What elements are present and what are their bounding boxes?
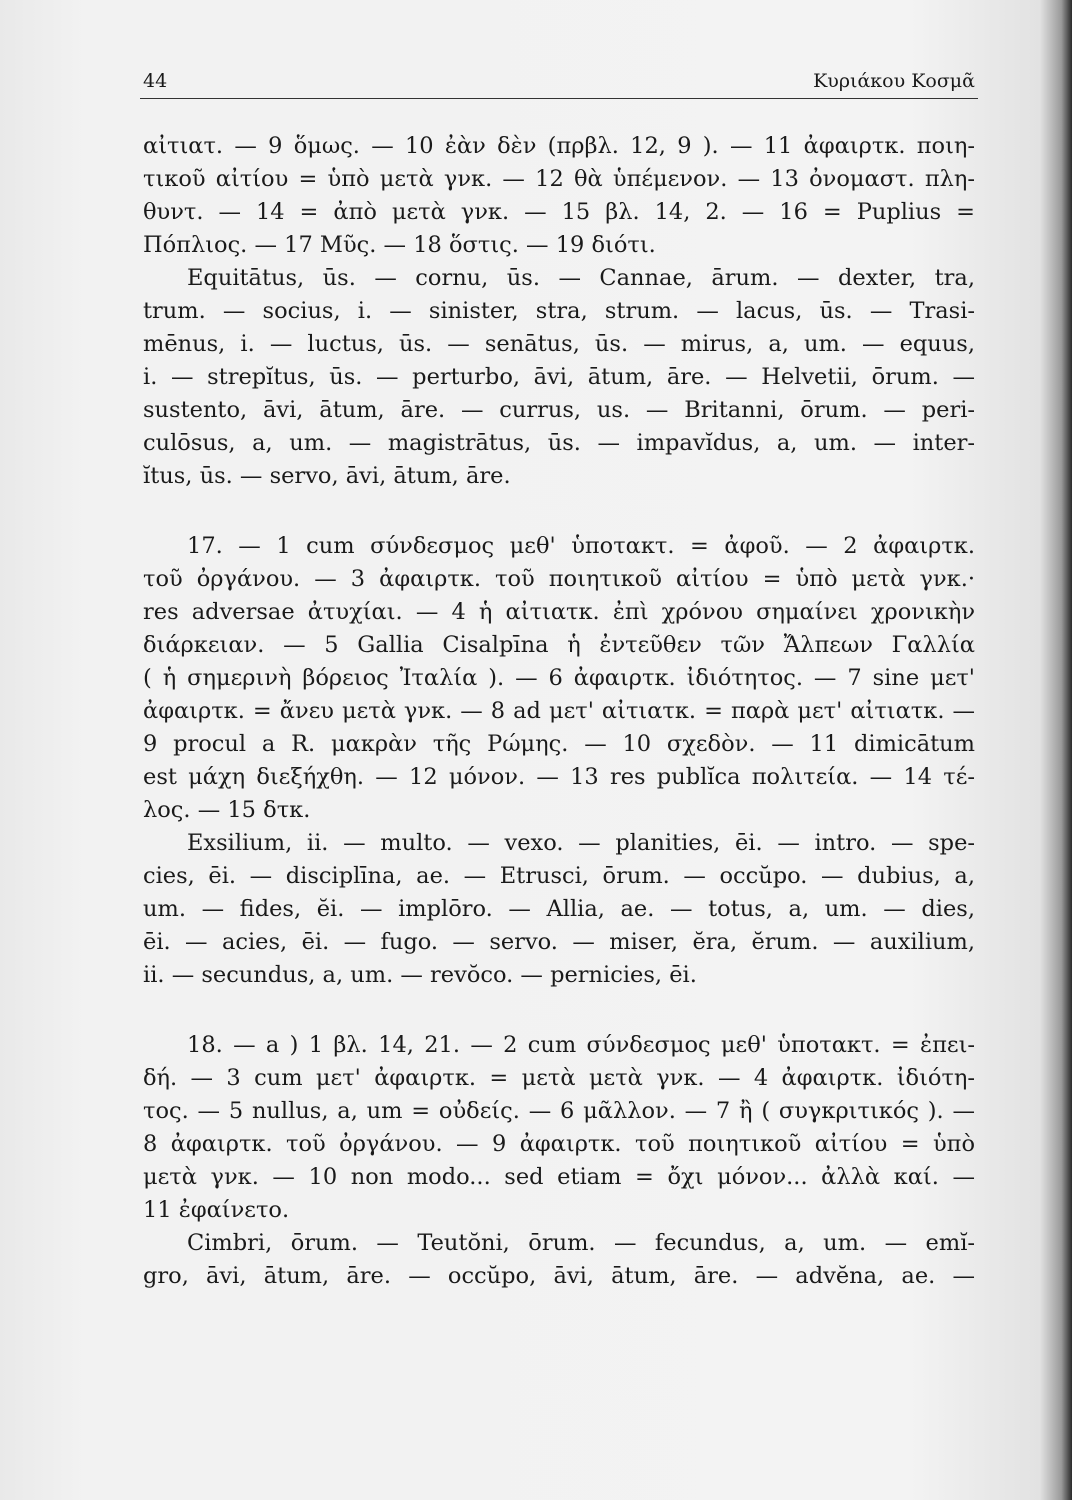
text-line: λος. — 15 δτκ.	[143, 797, 311, 823]
paragraph-16-notes	[143, 130, 975, 262]
text-line: δή. — 3 cum μετ' ἀφαιρτκ. = μετὰ μετὰ γνκ. — 4 ἀφαιρτκ. ἰδιότη-	[143, 1065, 975, 1091]
text-line: τοῦ ὀργάνου. — 3 ἀφαιρτκ. τοῦ ποιητικοῦ αἰτίου = ὑπὸ μετὰ γνκ.·	[143, 566, 975, 592]
paragraph-18-vocabulary	[143, 1227, 975, 1293]
text-line: Exsilium, ii. — multo. — vexo. — planities, ēi. — intro. — spe-	[187, 830, 975, 856]
paragraph-17-vocabulary	[143, 827, 975, 992]
text-line: 17. — 1 cum σύνδεσμος μεθ' ὑποτακτ. = ἀφοῦ. — 2 ἀφαιρτκ.	[187, 533, 975, 559]
text-line: ( ἡ σημερινὴ βόρειος Ἰταλία ). — 6 ἀφαιρτκ. ἰδιότητος. — 7 sine μετ'	[143, 665, 975, 691]
text-line: res adversae ἀτυχίαι. — 4 ἡ αἰτιατκ. ἐπὶ χρόνου σημαίνει χρονικὴν	[143, 599, 975, 625]
text-line: culōsus, a, um. — magistrātus, ūs. — impavĭdus, a, um. — inter-	[143, 430, 975, 456]
text-line: est μάχη διεξήχθη. — 12 μόνον. — 13 res publĭca πολιτεία. — 14 τέ-	[143, 764, 975, 790]
text-line: τικοῦ αἰτίου = ὑπὸ μετὰ γνκ. — 12 θὰ ὑπέμενον. — 13 ὀνομαστ. πλη-	[143, 166, 975, 192]
page-header	[143, 66, 975, 98]
page-body	[143, 130, 975, 1293]
text-line: Equitātus, ūs. — cornu, ūs. — Cannae, ārum. — dexter, tra,	[187, 265, 975, 291]
text-line: 9 procul a R. μακρὰν τῆς Ρώμης. — 10 σχεδὸν. — 11 dimicātum	[143, 731, 975, 757]
text-line: Πόπλιος. — 17 Μῦς. — 18 ὅστις. — 19 διότι.	[143, 232, 656, 258]
running-head: Κυριάκου Κοσμᾶ	[813, 70, 975, 92]
text-line: grо, āvi, ātum, āre. — occŭpo, āvi, ātum, āre. — advĕna, ae. —	[143, 1263, 975, 1289]
text-line: ēi. — acies, ēi. — fugo. — servo. — miser, ĕra, ĕrum. — auxilium,	[143, 929, 975, 955]
paragraph-17-notes	[143, 530, 975, 827]
text-line: trum. — socius, i. — sinister, stra, strum. — lacus, ūs. — Trasi-	[143, 298, 975, 324]
text-line: θυντ. — 14 = ἀπὸ μετὰ γνκ. — 15 βλ. 14, 2. — 16 = Puplius =	[143, 199, 975, 225]
text-line: Cimbri, ōrum. — Teutŏni, ōrum. — fecundus, a, um. — emĭ-	[187, 1230, 975, 1256]
text-line: 11 ἐφαίνετο.	[143, 1197, 290, 1223]
text-line: mēnus, i. — luctus, ūs. — senātus, ūs. — mirus, a, um. — equus,	[143, 331, 975, 357]
text-line: διάρκειαν. — 5 Gallia Cisalpīna ἡ ἐντεῦθεν τῶν Ἄλπεων Γαλλία	[143, 632, 975, 658]
text-line: sustento, āvi, ātum, āre. — currus, us. — Britanni, ōrum. — peri-	[143, 397, 975, 423]
text-line: um. — fides, ĕi. — implōro. — Allia, ae. — totus, a, um. — dies,	[143, 896, 975, 922]
text-line: cies, ēi. — disciplīna, ae. — Etrusci, ōrum. — occŭpo. — dubius, a,	[143, 863, 975, 889]
text-line: ἀφαιρτκ. = ἄνευ μετὰ γνκ. — 8 ad μετ' αἰτιατκ. = παρὰ μετ' αἰτιατκ. —	[143, 698, 975, 724]
paragraph-16-vocabulary	[143, 262, 975, 493]
page-number: 44	[143, 70, 168, 92]
header-rule	[140, 98, 978, 99]
text-line: τος. — 5 nullus, a, um = οὐδείς. — 6 μᾶλλον. — 7 ἢ ( συγκριτικός ). —	[143, 1098, 975, 1124]
text-line: ii. — secundus, a, um. — revŏco. — pernicies, ēi.	[143, 962, 697, 988]
text-line: μετὰ γνκ. — 10 non modo... sed etiam = ὄχι μόνον... ἀλλὰ καί. —	[143, 1164, 975, 1190]
paragraph-18-notes	[143, 1029, 975, 1227]
text-line: αἰτιατ. — 9 ὅμως. — 10 ἐὰν δὲν (πρβλ. 12, 9 ). — 11 ἀφαιρτκ. ποιη-	[143, 133, 975, 159]
text-line: 18. — a ) 1 βλ. 14, 21. — 2 cum σύνδεσμος μεθ' ὑποτακτ. = ἐπει-	[187, 1032, 975, 1058]
text-line: i. — strepĭtus, ūs. — perturbo, āvi, ātum, āre. — Helvetii, ōrum. —	[143, 364, 975, 390]
text-line: ĭtus, ūs. — servo, āvi, ātum, āre.	[143, 463, 511, 489]
text-line: 8 ἀφαιρτκ. τοῦ ὀργάνου. — 9 ἀφαιρτκ. τοῦ ποιητικοῦ αἰτίου = ὑπὸ	[143, 1131, 975, 1157]
